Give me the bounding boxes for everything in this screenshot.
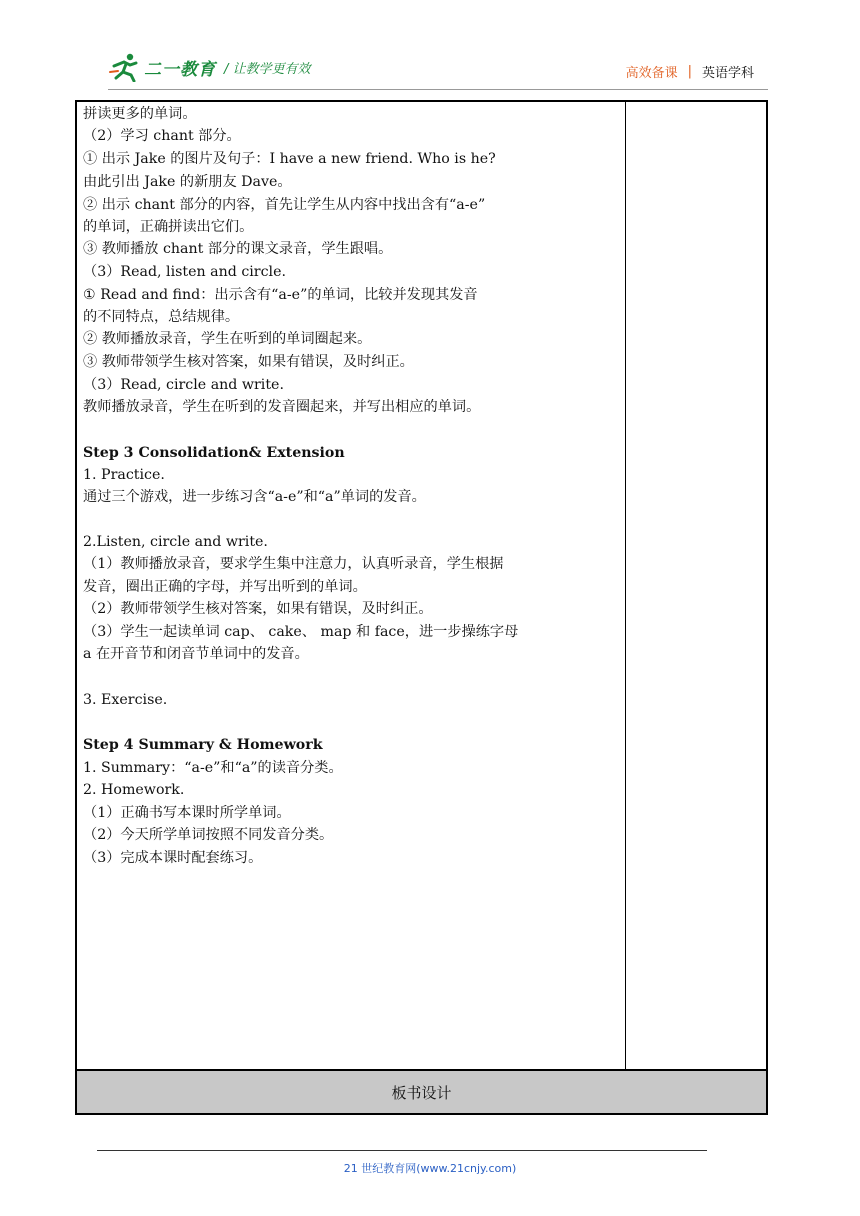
text-line: a 在开音节和闭音节单词中的发音。 — [83, 646, 309, 662]
text-line: （3）Read, circle and write. — [83, 377, 284, 393]
text-line: （3）完成本课时配套练习。 — [83, 850, 263, 866]
text-line: 由此引出 Jake 的新朋友 Dave。 — [83, 174, 292, 190]
header-label-prep: 高效备课 — [625, 66, 678, 81]
text-line: ③ 教师带领学生核对答案，如果有错误，及时纠正。 — [83, 354, 414, 370]
text-line: 拼读更多的单词。 — [83, 106, 197, 122]
teaching-process-cell — [77, 102, 626, 1069]
logo — [108, 52, 311, 82]
text-line: 2. Homework. — [83, 782, 185, 798]
text-line: （1）正确书写本课时所学单词。 — [83, 805, 291, 821]
text-line: ① 出示 Jake 的图片及句子：I have a new friend. Who is he? — [83, 151, 496, 167]
step-heading: Step 4 Summary & Homework — [83, 737, 323, 753]
text-line: 2.Listen, circle and write. — [83, 534, 268, 550]
text-line: （3）学生一起读单词 cap、 cake、 map 和 face，进一步操练字母 — [83, 624, 519, 640]
page-footer: 21 世纪教育网(www.21cnjy.com) — [343, 1162, 517, 1175]
header-subject — [626, 62, 754, 81]
text-line: ① Read and find：出示含有“a-e”的单词，比较并发现其发音 — [83, 287, 478, 303]
text-line: 1. Practice. — [83, 467, 165, 483]
lesson-plan-table — [75, 100, 768, 1115]
page-header — [0, 0, 860, 100]
slogan: / 让教学更有效 — [224, 61, 311, 77]
header-label-subject: 英语学科 — [701, 66, 754, 81]
step-heading: Step 3 Consolidation& Extension — [83, 445, 345, 461]
text-line: 3. Exercise. — [83, 692, 168, 708]
text-line: ② 出示 chant 部分的内容，首先让学生从内容中找出含有“a-e” — [83, 197, 486, 213]
text-line: （1）教师播放录音，要求学生集中注意力，认真听录音，学生根据 — [83, 556, 504, 572]
board-design-row — [77, 1069, 766, 1113]
text-line: 1. Summary：“a-e”和“a”的读音分类。 — [83, 760, 343, 776]
brand-name: 二一教育 — [144, 59, 216, 80]
text-line: （3）Read, listen and circle. — [83, 264, 286, 280]
text-line: ③ 教师播放 chant 部分的课文录音，学生跟唱。 — [83, 241, 393, 257]
text-line: 发音，圈出正确的字母，并写出听到的单词。 — [83, 579, 367, 595]
header-separator: | — [687, 64, 692, 79]
runner-logo-icon — [108, 52, 142, 82]
text-line: 的单词，正确拼读出它们。 — [83, 219, 254, 235]
text-line: 的不同特点，总结规律。 — [83, 309, 240, 325]
board-design-label: 板书设计 — [391, 1083, 452, 1102]
header-divider — [108, 89, 768, 90]
text-line: （2）今天所学单词按照不同发音分类。 — [83, 827, 334, 843]
text-line: （2）学习 chant 部分。 — [83, 128, 241, 144]
text-line: 通过三个游戏，进一步练习含“a-e”和“a”单词的发音。 — [83, 489, 426, 505]
text-line: （2）教师带领学生核对答案，如果有错误，及时纠正。 — [83, 601, 433, 617]
footer-divider — [97, 1150, 707, 1151]
text-line: ② 教师播放录音，学生在听到的单词圈起来。 — [83, 331, 372, 347]
notes-cell — [626, 102, 766, 1069]
text-line: 教师播放录音，学生在听到的发音圈起来，并写出相应的单词。 — [83, 399, 481, 415]
